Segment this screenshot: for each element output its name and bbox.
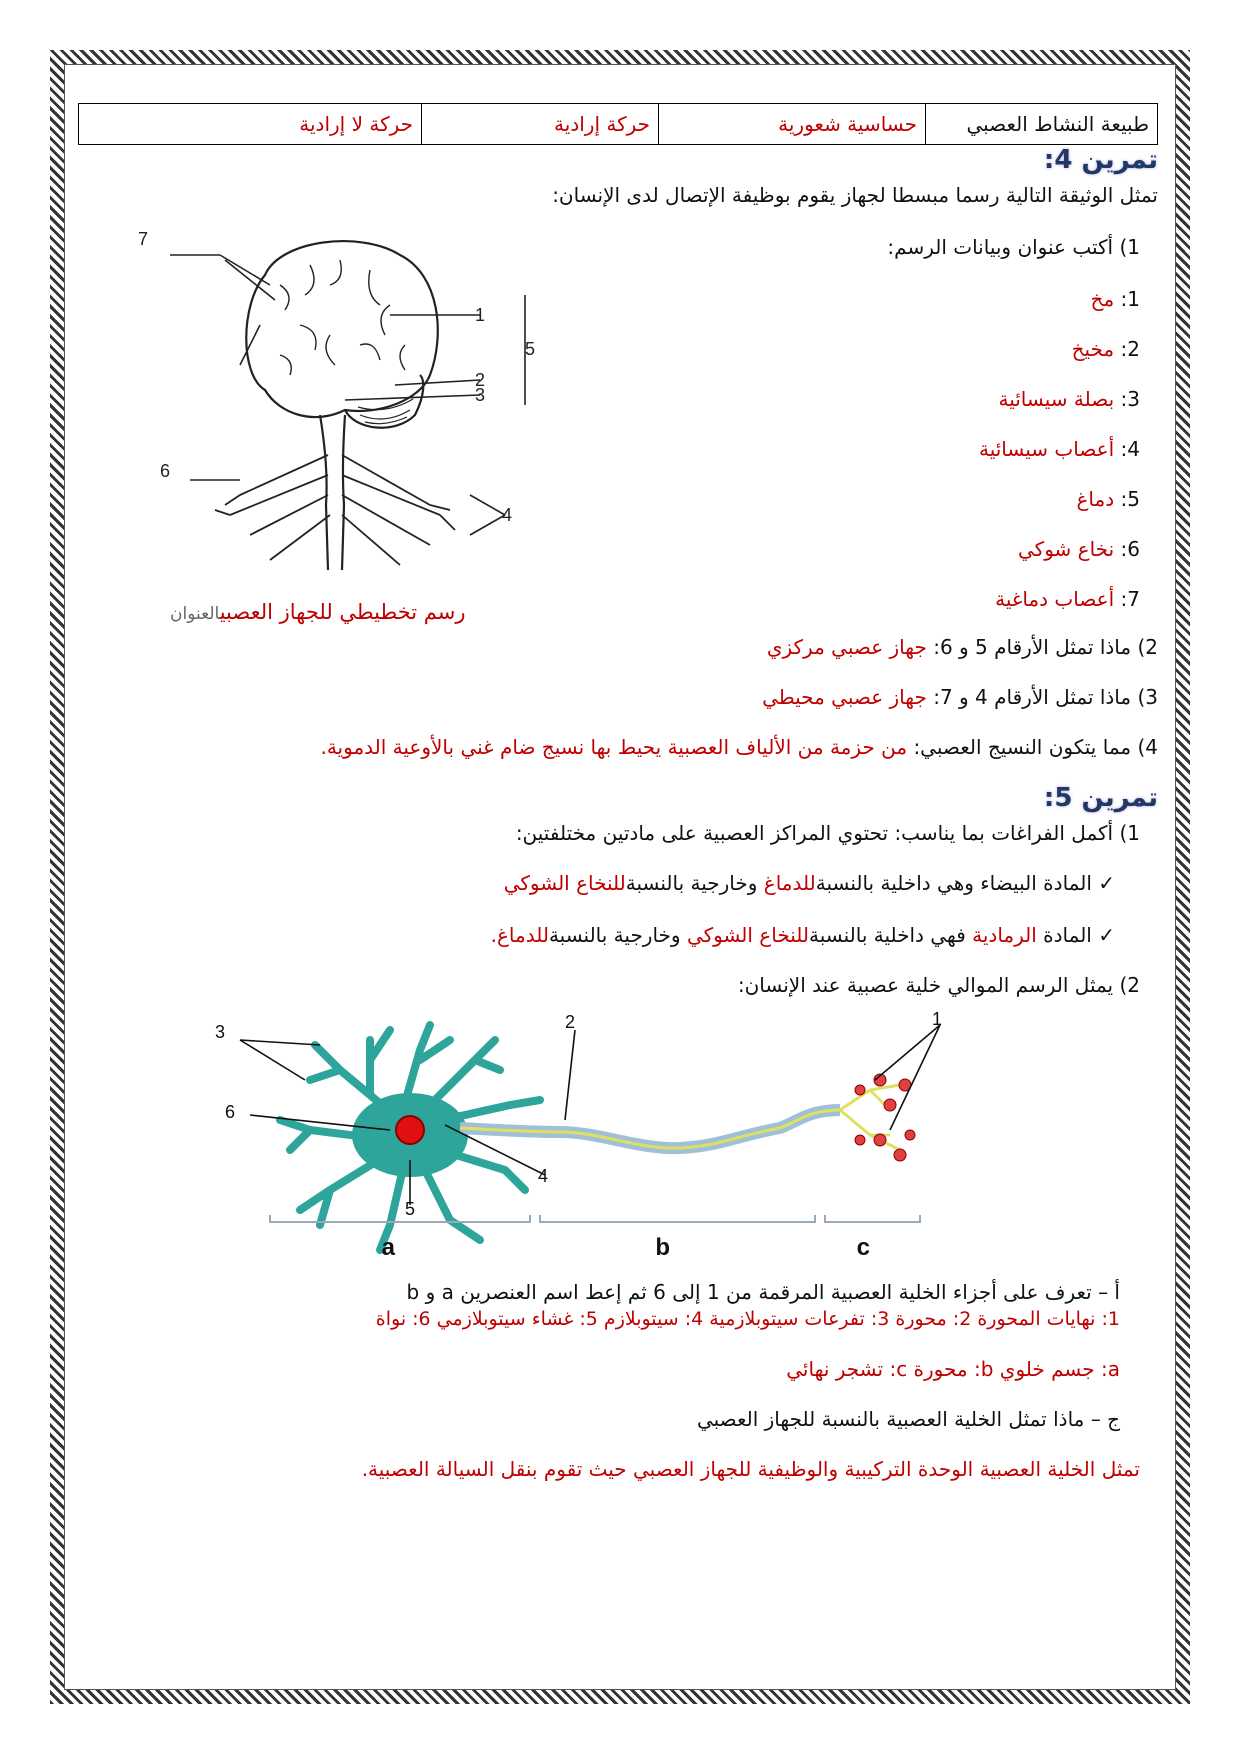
label-number: 2: xyxy=(1120,337,1140,361)
figure-label-2: 2 xyxy=(474,370,485,390)
figure-label-4: 4 xyxy=(501,505,512,525)
bullet-answer: للنخاع الشوكي xyxy=(686,923,809,947)
figure-title-answer: رسم تخطيطي للجهاز العصبي xyxy=(219,600,466,624)
label-row-5 xyxy=(1077,487,1141,511)
label-number: 4: xyxy=(1120,437,1140,461)
exercise-5-answer-b: a: جسم خلوي b: محورة c: تشجر نهائي xyxy=(786,1357,1120,1381)
header-table xyxy=(78,103,1158,145)
exercise-5-question-a: أ – تعرف على أجزاء الخلية العصبية المرقمة من 1 إلى 6 ثم إعط اسم العنصرين a و b xyxy=(406,1280,1120,1304)
exercise-5-question-1: 1) أكمل الفراغات بما يناسب: تحتوي المراكز العصبية على مادتين مختلفتين: xyxy=(515,821,1140,845)
answer-text: جهاز عصبي مركزي xyxy=(766,635,927,659)
spinal-cord xyxy=(320,415,345,570)
label-row-4 xyxy=(979,437,1140,461)
bullet-white-matter xyxy=(504,871,1115,895)
exercise-5-question-c: ج – ماذا تمثل الخلية العصبية بالنسبة للجهاز العصبي xyxy=(696,1407,1120,1431)
figure-label-3: 3 xyxy=(474,385,485,405)
exercise-4-question-4 xyxy=(320,735,1158,759)
question-text: 2) ماذا تمثل الأرقام 5 و 6: xyxy=(933,635,1158,659)
bullet-answer: الرمادية xyxy=(972,923,1037,947)
exercise-4-title: تمرين 4: xyxy=(1043,145,1158,175)
exercise-4-question-3 xyxy=(762,685,1158,709)
bullet-text: المادة البيضاء وهي داخلية بالنسبة xyxy=(815,871,1092,895)
bullet-answer: للدماغ xyxy=(763,871,816,895)
neuron-label-1: 1 xyxy=(931,1009,942,1029)
figure-caption xyxy=(170,600,466,624)
label-answer: أعصاب دماغية xyxy=(995,587,1115,611)
label-row-1 xyxy=(1091,287,1140,311)
check-icon: ✓ xyxy=(1098,923,1115,947)
header-cell-voluntary: حركة إرادية xyxy=(422,104,659,145)
label-answer: دماغ xyxy=(1076,487,1115,511)
neuron-figure xyxy=(214,1009,1060,1280)
label-answer: أعصاب سيسائية xyxy=(978,437,1115,461)
label-number: 1: xyxy=(1120,287,1140,311)
exercise-4-intro: تمثل الوثيقة التالية رسما مبسطا لجهاز يقوم بوظيفة الإتصال لدى الإنسان: xyxy=(552,183,1158,207)
header-cell-sensation: حساسية شعورية xyxy=(659,104,926,145)
check-icon: ✓ xyxy=(1098,871,1115,895)
exercise-4-question-2 xyxy=(767,635,1158,659)
axon xyxy=(460,1110,840,1148)
exercise-4-question-1: 1) أكتب عنوان وبيانات الرسم: xyxy=(887,235,1140,259)
neuron-label-4: 4 xyxy=(537,1166,548,1186)
label-number: 6: xyxy=(1120,537,1140,561)
label-number: 5: xyxy=(1120,487,1140,511)
label-answer: مخيخ xyxy=(1071,337,1115,361)
exercise-5-answer-a: 1: نهايات المحورة 2: محورة 3: تفرعات سيتوبلازمية 4: سيتوبلازم 5: غشاء سيتوبلازمي 6: نواة xyxy=(375,1308,1120,1330)
figure-title-prefix: العنوان xyxy=(170,604,220,624)
label-row-3 xyxy=(998,387,1140,411)
neuron-label-2: 2 xyxy=(564,1012,575,1032)
figure-label-5: 5 xyxy=(524,339,535,359)
label-number: 7: xyxy=(1120,587,1140,611)
header-cell-activity: طبيعة النشاط العصبي xyxy=(926,104,1158,145)
label-answer: نخاع شوكي xyxy=(1018,537,1115,561)
label-number: 3: xyxy=(1120,387,1140,411)
brain-outline xyxy=(246,241,438,417)
bullet-grey-matter xyxy=(491,923,1115,947)
section-label-c: c xyxy=(856,1234,870,1261)
neuron-label-5: 5 xyxy=(404,1199,415,1219)
label-row-2 xyxy=(1072,337,1140,361)
bullet-text: وخارجية بالنسبة xyxy=(625,871,758,895)
bullet-answer: للدماغ. xyxy=(490,923,549,947)
exercise-5-title: تمرين 5: xyxy=(1043,783,1158,813)
terminal-branches xyxy=(840,1085,900,1150)
figure-label-6: 6 xyxy=(159,461,170,481)
figure-label-7: 7 xyxy=(137,229,148,249)
answer-text: من حزمة من الألياف العصبية يحيط بها نسيج ضام غني بالأوعية الدموية. xyxy=(320,735,908,759)
nervous-system-figure xyxy=(130,215,570,585)
label-row-6 xyxy=(1018,537,1140,561)
neuron-label-3: 3 xyxy=(214,1022,225,1042)
exercise-5-question-2: 2) يمثل الرسم الموالي خلية عصبية عند الإنسان: xyxy=(737,973,1140,997)
question-text: 4) مما يتكون النسيج العصبي: xyxy=(913,735,1158,759)
label-answer: مخ xyxy=(1090,287,1115,311)
header-cell-involuntary: حركة لا إرادية xyxy=(79,104,422,145)
worksheet-page xyxy=(70,95,1170,1695)
bullet-text: فهي داخلية بالنسبة xyxy=(809,923,966,947)
bullet-text: وخارجية بالنسبة xyxy=(548,923,681,947)
label-row-7 xyxy=(995,587,1140,611)
question-text: 3) ماذا تمثل الأرقام 4 و 7: xyxy=(933,685,1158,709)
section-label-b: b xyxy=(655,1234,670,1261)
figure-label-1: 1 xyxy=(474,305,485,325)
label-answer: بصلة سيسائية xyxy=(998,387,1115,411)
section-label-a: a xyxy=(381,1234,395,1261)
nucleus xyxy=(396,1116,424,1144)
bullet-answer: للنخاع الشوكي xyxy=(503,871,626,895)
cerebellum-outline xyxy=(345,375,423,428)
bullet-text: المادة xyxy=(1043,923,1092,947)
exercise-5-answer-c: تمثل الخلية العصبية الوحدة التركيبية والوظيفية للجهاز العصبي حيث تقوم بنقل السيالة العصبية. xyxy=(361,1457,1140,1481)
neuron-label-6: 6 xyxy=(224,1102,235,1122)
answer-text: جهاز عصبي محيطي xyxy=(762,685,927,709)
